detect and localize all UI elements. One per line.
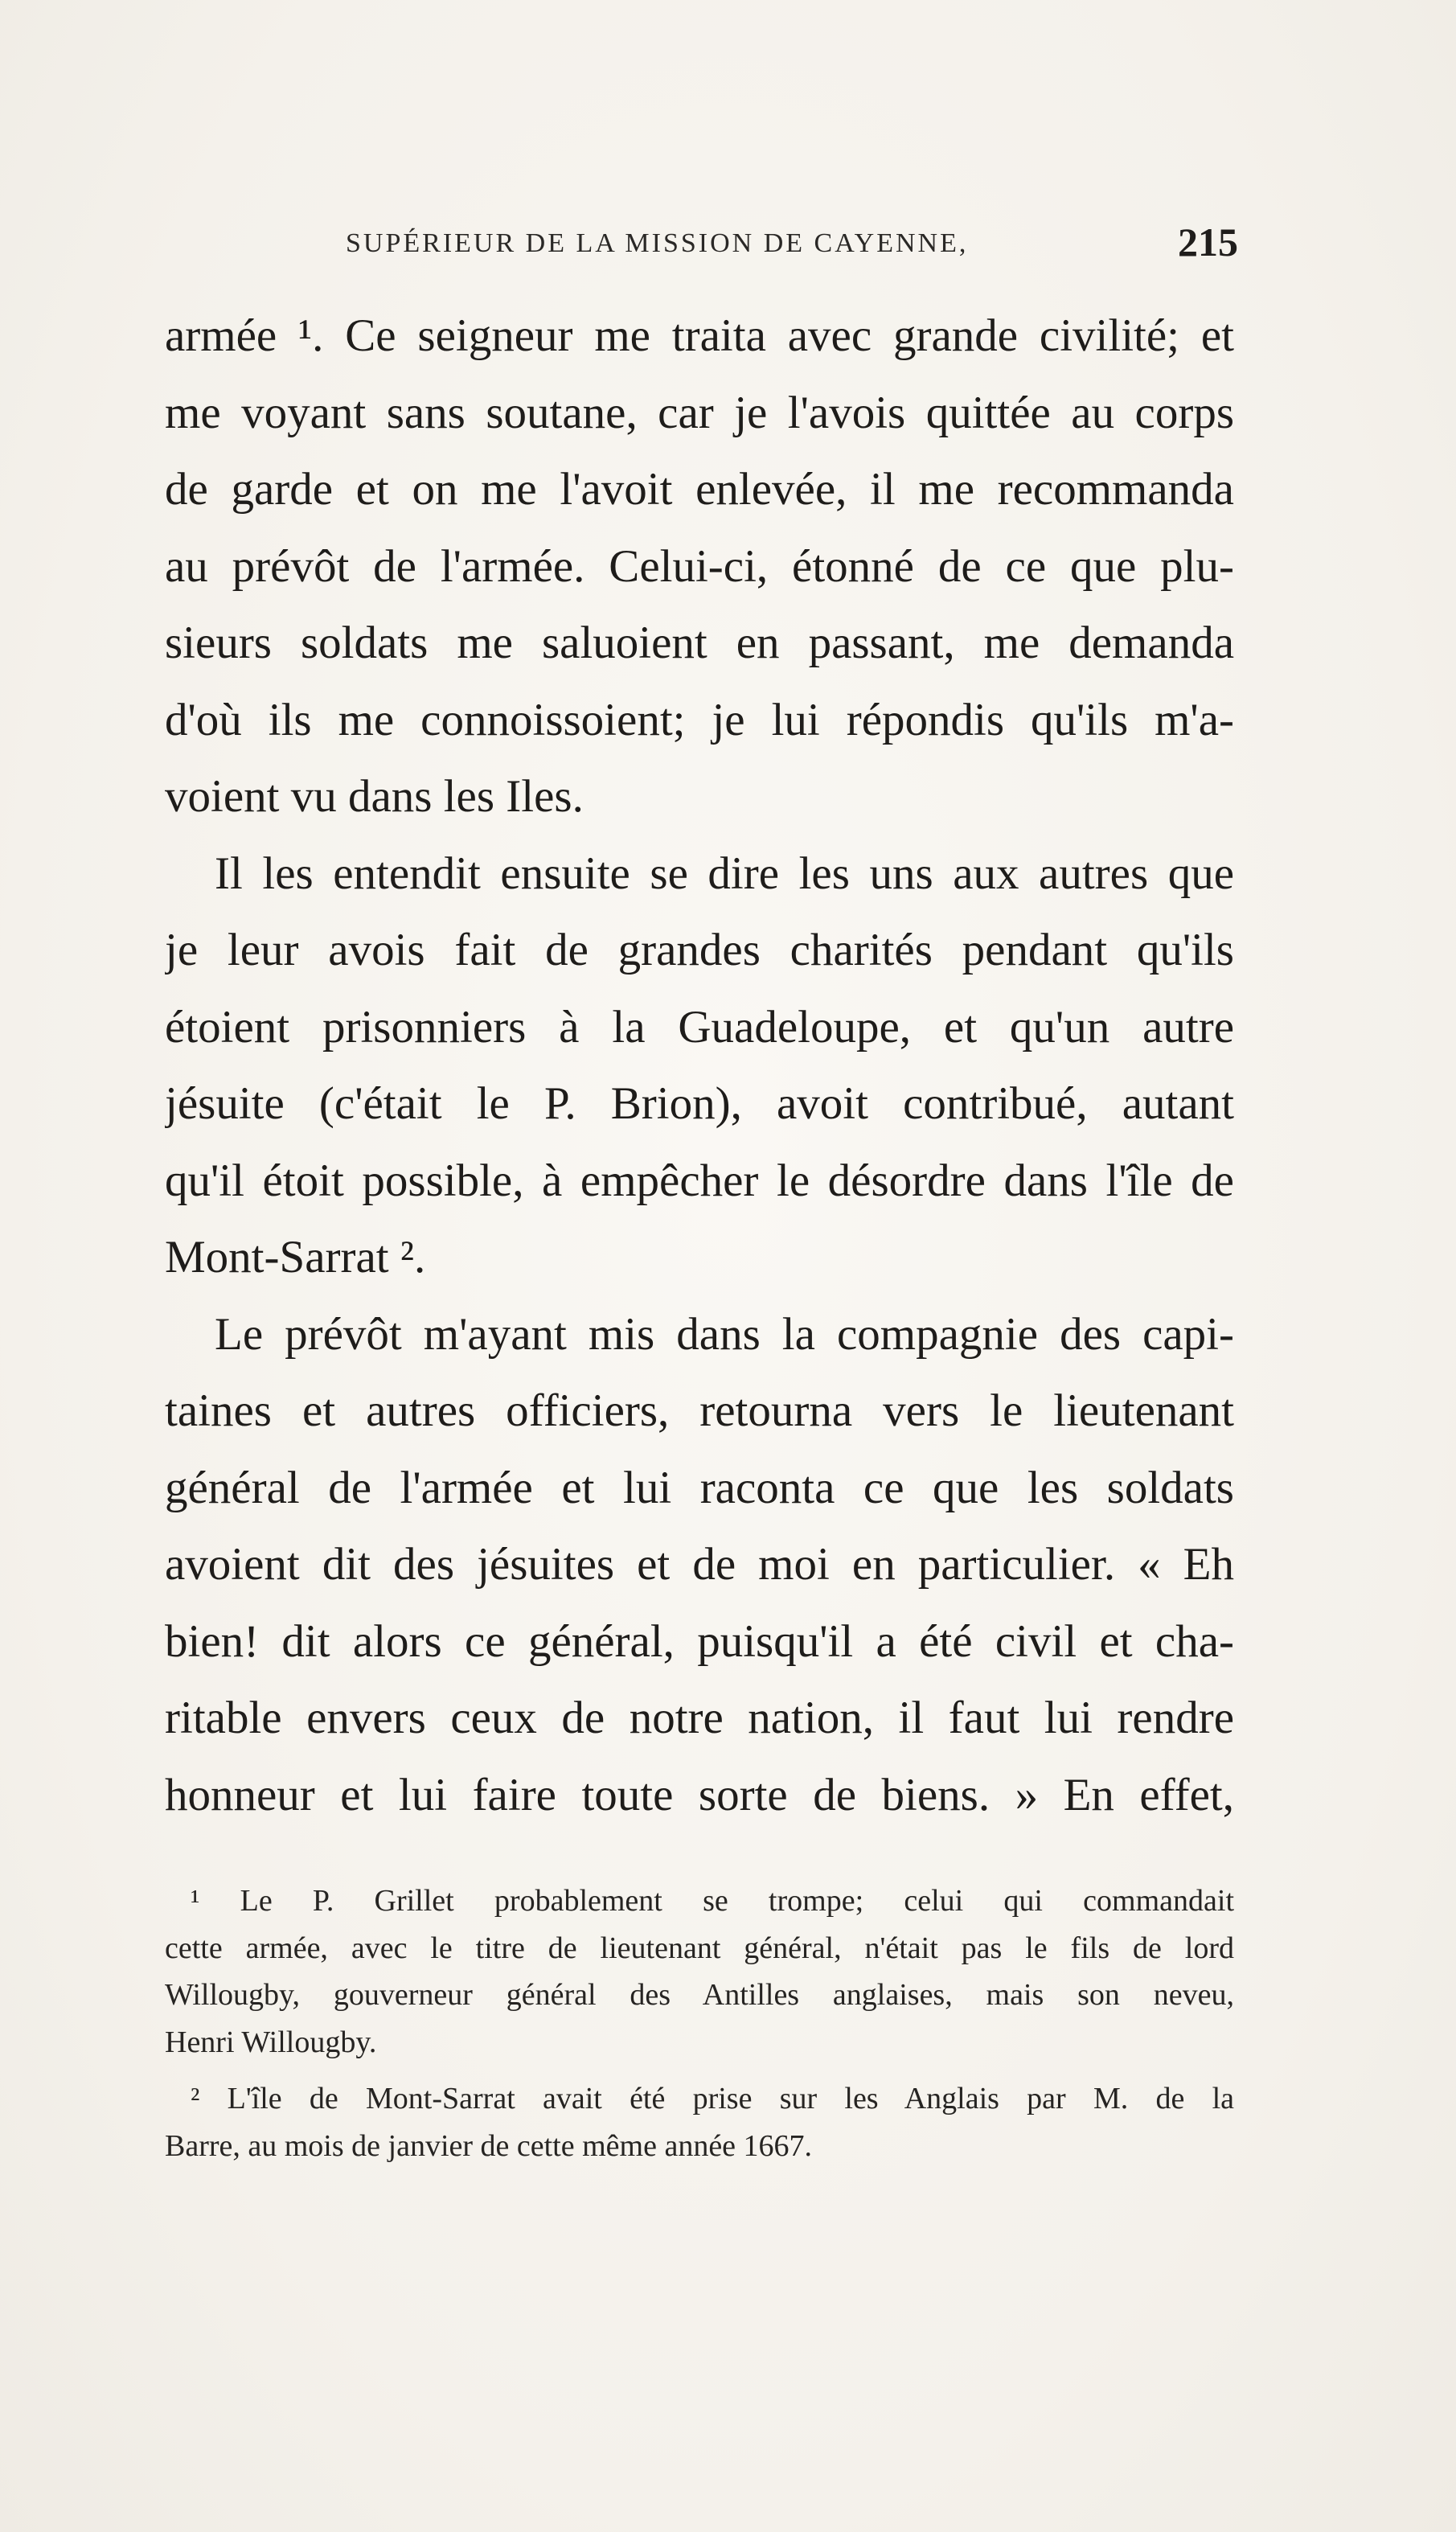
footnote-line: cette armée, avec le titre de lieutenant général, n'était pas le fils de lord [165, 1931, 1234, 1965]
footnote-line: Willougby, gouverneur général des Antilles anglaises, mais son neveu, [165, 1978, 1234, 2012]
page-header [346, 219, 1238, 275]
text-line: Mont-Sarrat ². [165, 1232, 426, 1282]
text-line: me voyant sans soutane, car je l'avois quittée au corps [165, 387, 1234, 438]
text-line: honneur et lui faire toute sorte de biens. » En effet, [165, 1769, 1234, 1820]
footnotes [165, 1877, 1234, 2169]
text-line: voient vu dans les Iles. [165, 771, 584, 822]
footnote-line: ² L'île de Mont-Sarrat avait été prise sur les Anglais par M. de la [191, 2082, 1234, 2115]
text-line: je leur avois fait de grandes charités pendant qu'ils [165, 925, 1234, 975]
text-line: avoient dit des jésuites et de moi en particulier. « Eh [165, 1539, 1234, 1590]
footnote-line: Henri Willougby. [165, 2025, 377, 2059]
text-line: Il les entendit ensuite se dire les uns aux autres que [215, 847, 1234, 899]
text-line: ritable envers ceux de notre nation, il faut lui rendre [165, 1693, 1234, 1743]
text-line: bien! dit alors ce général, puisqu'il a été civil et cha- [165, 1615, 1234, 1667]
text-line: de garde et on me l'avoit enlevée, il me recommanda [165, 464, 1234, 515]
page-number: 215 [1178, 220, 1238, 265]
text-line: général de l'armée et lui raconta ce que les soldats [165, 1462, 1234, 1513]
text-line: étoient prisonniers à la Guadeloupe, et qu'un autre [165, 1001, 1234, 1053]
footnote-line: ¹ Le P. Grillet probablement se trompe; celui qui commandait [191, 1884, 1234, 1918]
footnote-line: Barre, au mois de janvier de cette même année 1667. [165, 2128, 813, 2163]
text-line: armée ¹. Ce seigneur me traita avec grande civilité; et [165, 310, 1234, 361]
body-text [165, 298, 1234, 1833]
text-line: au prévôt de l'armée. Celui-ci, étonné de ce que plu- [165, 540, 1234, 592]
text-line: d'où ils me connoissoient; je lui répondis qu'ils m'a- [165, 694, 1234, 745]
running-title: SUPÉRIEUR DE LA MISSION DE CAYENNE, [346, 228, 969, 258]
text-line: jésuite (c'était le P. Brion), avoit contribué, autant [165, 1078, 1234, 1129]
text-line: Le prévôt m'ayant mis dans la compagnie des capi- [215, 1308, 1234, 1360]
text-line: sieurs soldats me saluoient en passant, me demanda [165, 618, 1234, 668]
text-line: taines et autres officiers, retourna vers le lieutenant [165, 1385, 1234, 1436]
text-line: qu'il étoit possible, à empêcher le désordre dans l'île de [165, 1155, 1234, 1206]
